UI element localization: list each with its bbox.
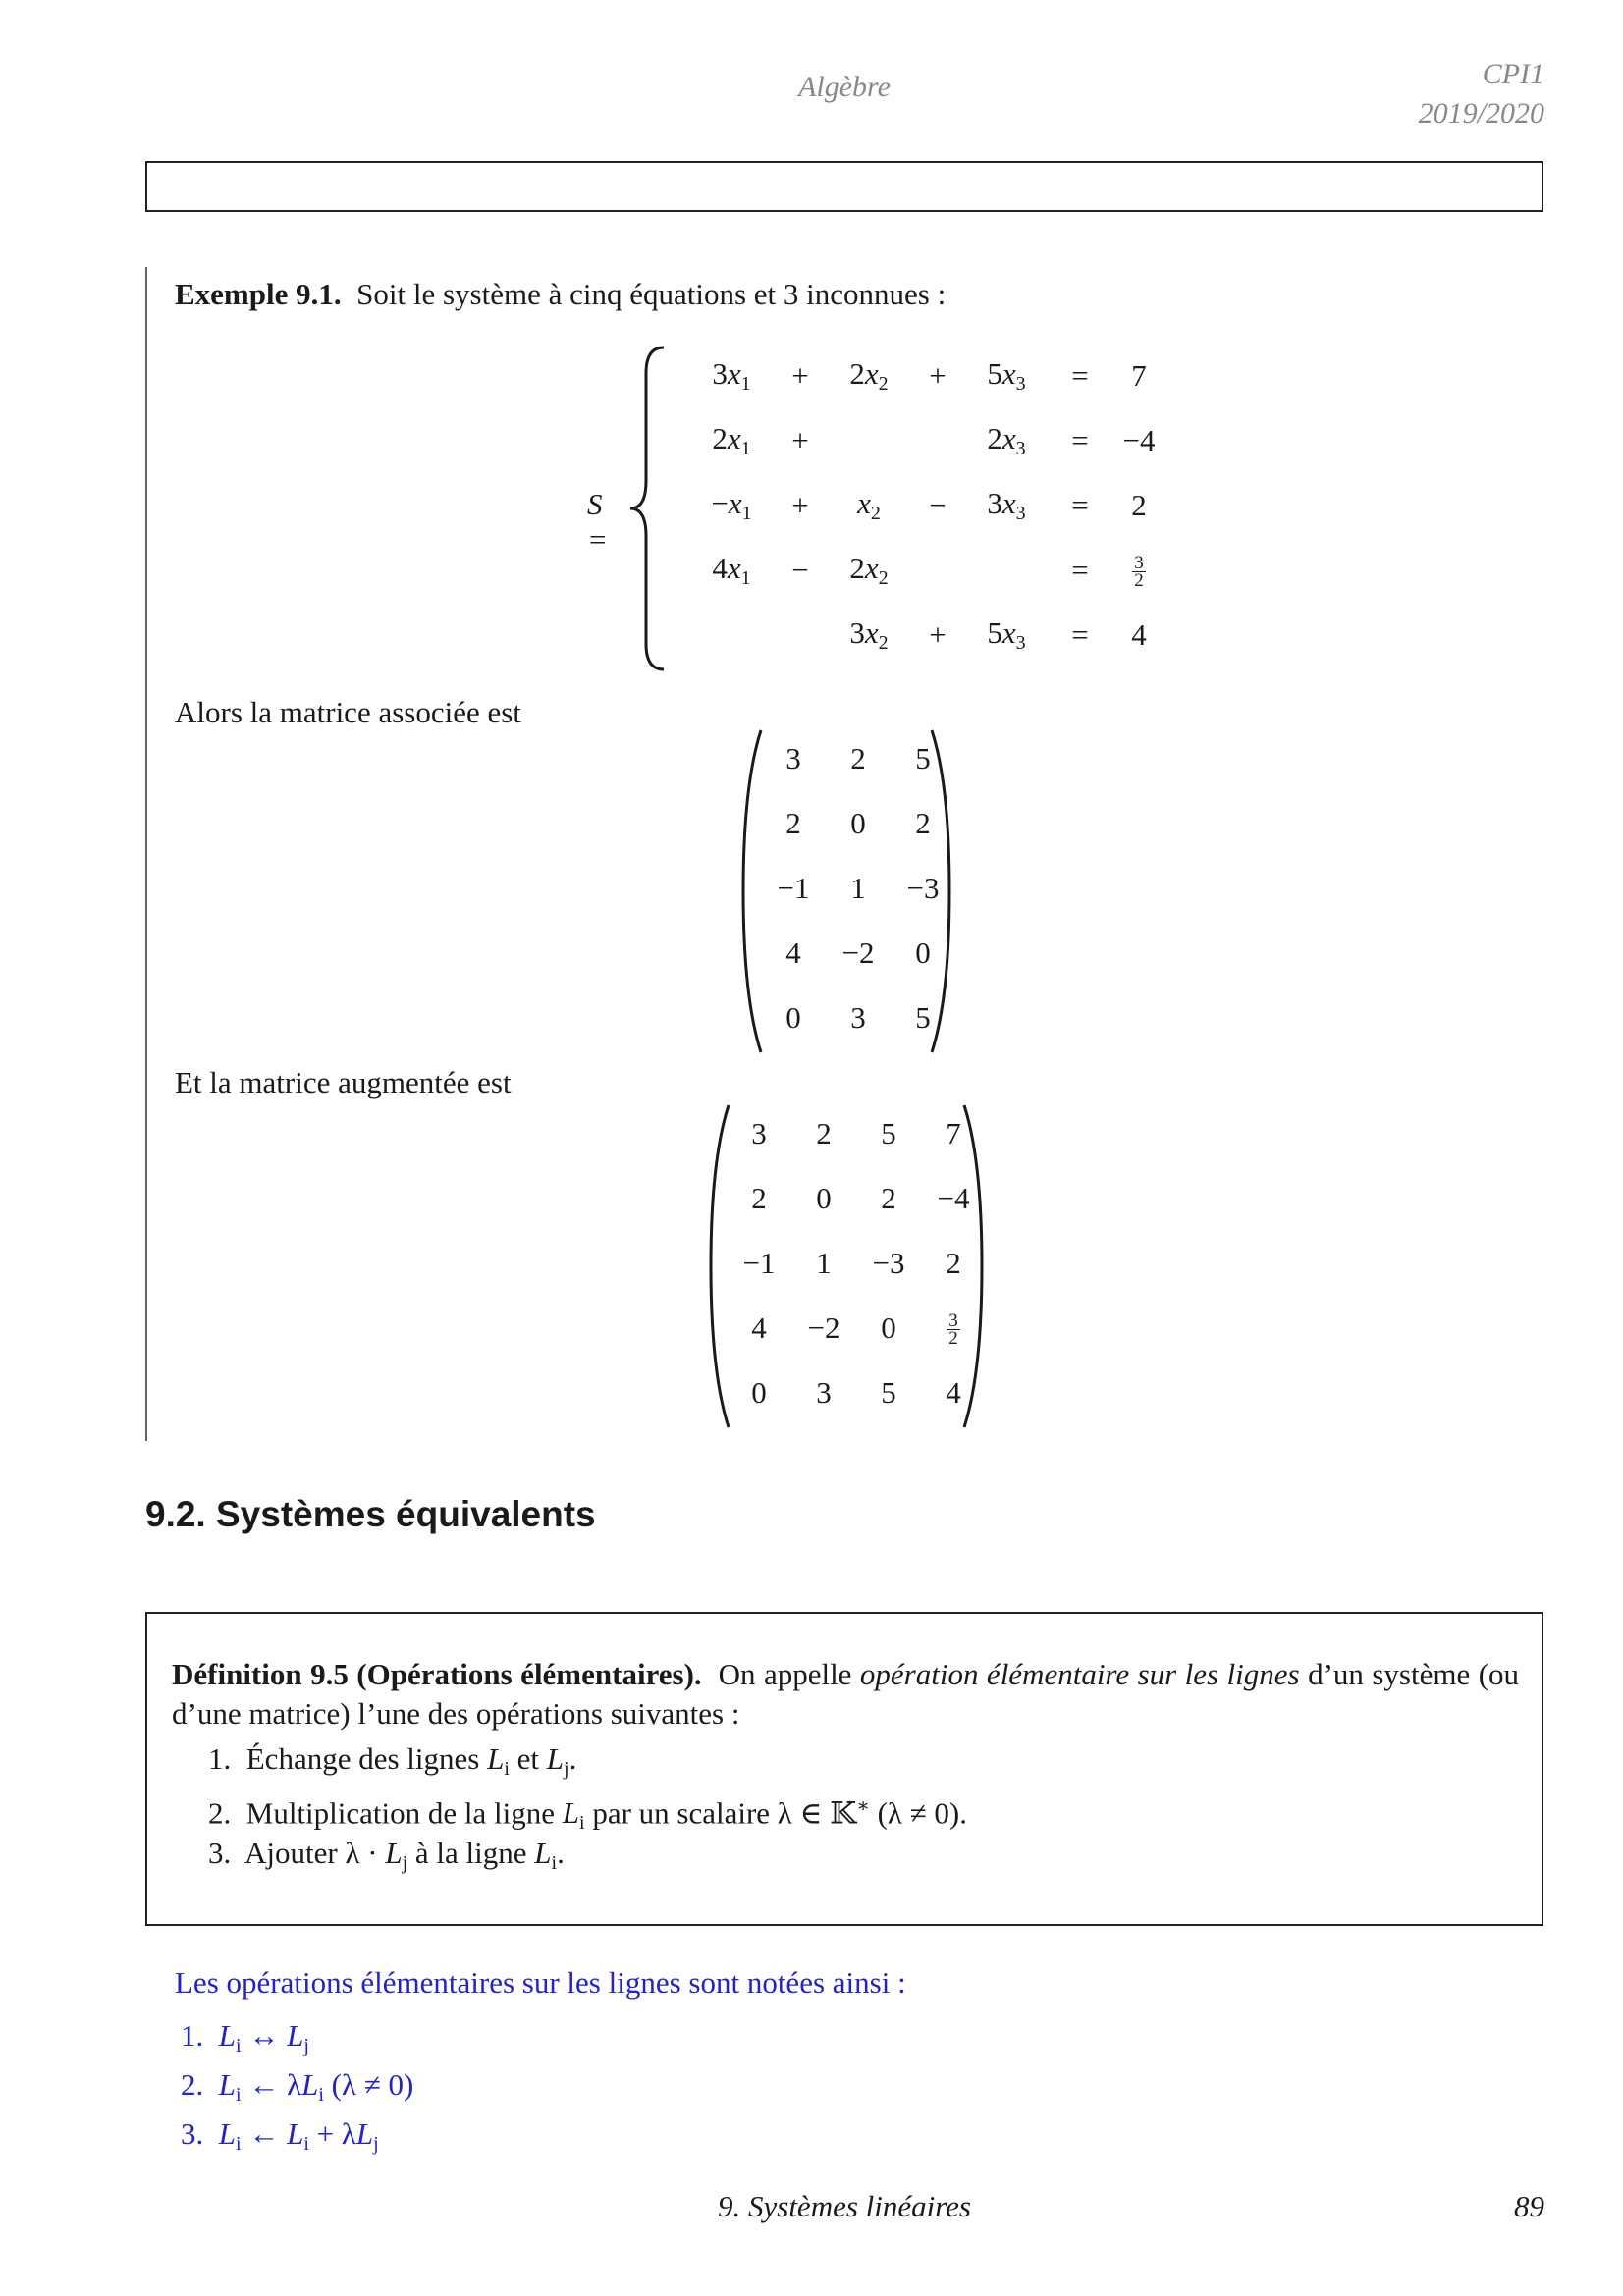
matrix-cell: 4 xyxy=(751,1310,767,1345)
matrix-cell: 0 xyxy=(816,1181,832,1215)
definition-label: Définition 9.5 (Opérations élémentaires). xyxy=(172,1657,702,1691)
left-brace-icon xyxy=(624,344,672,673)
definition-item-1: 1. Échange des lignes $L_i$ et $L_j$. xyxy=(208,1741,577,1780)
matrix-cell: 0 xyxy=(915,935,931,970)
matrix-cell: 1 xyxy=(850,871,866,905)
matrix-cell: −3 xyxy=(872,1246,905,1280)
matrix-cell: 2 xyxy=(915,806,931,840)
empty-frame-box xyxy=(145,161,1543,212)
matrix-cell: 4 xyxy=(946,1375,961,1410)
example-label: Exemple 9.1. xyxy=(175,277,342,311)
term: $3x_1$ xyxy=(712,356,751,395)
matrix-cell: 0 xyxy=(785,1000,801,1035)
matrix-cell: 3 xyxy=(816,1375,832,1410)
matrix-cell: 2 xyxy=(881,1181,896,1215)
matrix-cell: 3 xyxy=(785,741,801,775)
matrix-intro: Alors la matrice associée est xyxy=(175,695,521,729)
footer-chapter: 9. Systèmes linéaires xyxy=(718,2189,971,2223)
augmented-matrix xyxy=(709,1101,984,1431)
header-year: 2019/2020 xyxy=(1418,97,1544,130)
footer-page-number: 89 xyxy=(1514,2189,1544,2223)
matrix-cell: 2 xyxy=(751,1181,767,1215)
matrix-cell: −1 xyxy=(742,1246,776,1280)
notation-item-1: 1. $L_i$ ↔ $L_j$ xyxy=(181,2018,309,2056)
definition-item-3: 3. Ajouter $\lambda \cdot L_j$ à la ligne $L_i$. xyxy=(208,1836,565,1874)
matrix-cell: 5 xyxy=(915,741,931,775)
header-title: Algèbre xyxy=(798,71,891,103)
example-intro-line xyxy=(175,275,946,314)
coefficient-matrix-cells xyxy=(761,726,955,1050)
augmented-intro: Et la matrice augmentée est xyxy=(175,1065,512,1099)
coefficient-matrix xyxy=(741,726,951,1056)
matrix-cell: 0 xyxy=(751,1375,767,1410)
matrix-cell: 3 xyxy=(850,1000,866,1035)
header-course: CPI1 xyxy=(1482,58,1544,90)
matrix-cell: −3 xyxy=(906,871,940,905)
matrix-cell: 2 xyxy=(850,741,866,775)
example-intro: Soit le système à cinq équations et 3 inconnues : xyxy=(356,277,947,311)
notation-item-3: 3. $L_i$ ← $L_i + \lambda L_j$ xyxy=(181,2116,379,2155)
matrix-cell: 5 xyxy=(881,1375,896,1410)
matrix-cell: 3 xyxy=(751,1116,767,1150)
notation-intro: Les opérations élémentaires sur les lignes sont notées ainsi : xyxy=(175,1965,906,2000)
matrix-cell: 2 xyxy=(946,1246,961,1280)
matrix-cell: 1 xyxy=(816,1246,832,1280)
matrix-cell: −1 xyxy=(777,871,810,905)
matrix-cell: 2 xyxy=(785,806,801,840)
right-paren-icon xyxy=(960,1101,984,1431)
matrix-cell: −2 xyxy=(807,1310,840,1345)
right-paren-icon xyxy=(928,726,951,1056)
matrix-cell: −2 xyxy=(841,935,875,970)
matrix-cell: 4 xyxy=(785,935,801,970)
definition-text: Définition 9.5 (Opérations élémentaires). On appelle opération élémentaire sur les lignes d’un système (ou d’une matrice) l’une des opérations suivantes : xyxy=(172,1657,1520,1731)
matrix-cell: 7 xyxy=(946,1116,961,1150)
matrix-cell: 5 xyxy=(881,1116,896,1150)
matrix-cell: $\frac{3}{2}$ xyxy=(948,1310,958,1350)
system-equations: $3x_1$ + $2x_2$ + $5x_3$ = 7 $2x_1$ + $2x_3$ = −4 $-x_1$ + $x_2$ − $3x_3$ = 2 $4x_1$ − $2x_2$ = $\frac{3}{2}$ $3x_2$ + $5x_3$ = 4 xyxy=(682,344,1173,667)
notation-item-2: 2. $L_i$ ← $\lambda L_i$ (λ ≠ 0) xyxy=(181,2067,414,2106)
section-heading: 9.2. Systèmes équivalents xyxy=(145,1494,596,1534)
matrix-cell: 0 xyxy=(850,806,866,840)
example-side-bar xyxy=(145,267,147,1441)
matrix-cell: 0 xyxy=(881,1310,896,1345)
system-label: S = xyxy=(587,487,608,557)
augmented-matrix-cells xyxy=(727,1101,986,1425)
matrix-cell: −4 xyxy=(937,1181,970,1215)
definition-item-2: 2. Multiplication de la ligne $L_i$ par un scalaire λ ∈ 𝕂∗ (λ ≠ 0). xyxy=(208,1795,968,1835)
matrix-cell: 2 xyxy=(816,1116,832,1150)
matrix-cell: 5 xyxy=(915,1000,931,1035)
header-course-info xyxy=(1419,55,1544,133)
